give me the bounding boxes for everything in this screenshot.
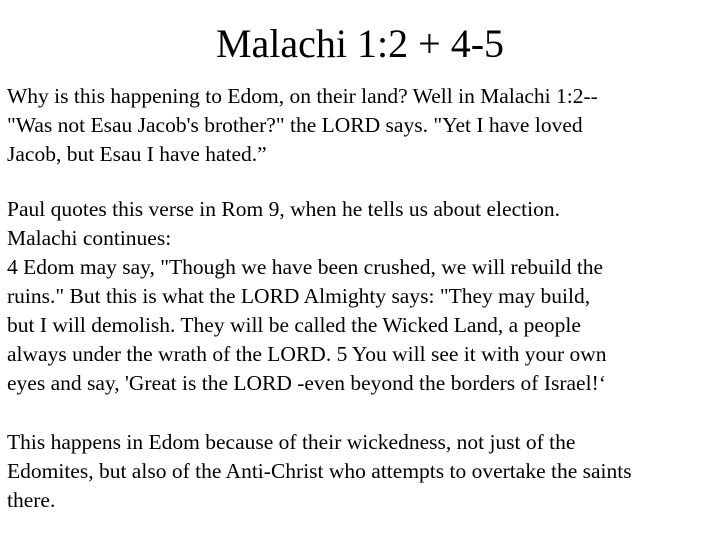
text-line: eyes and say, 'Great is the LORD -even beyond the borders of Israel!‘ bbox=[7, 371, 606, 395]
paragraph-spacer bbox=[7, 169, 715, 195]
text-line: 4 Edom may say, "Though we have been crushed, we will rebuild the bbox=[7, 255, 604, 279]
text-line: but I will demolish. They will be called the Wicked Land, a people bbox=[7, 313, 581, 337]
text-line: there. bbox=[7, 488, 56, 512]
text-line: Paul quotes this verse in Rom 9, when he tells us about election. bbox=[7, 197, 560, 221]
paragraph-spacer bbox=[7, 398, 715, 428]
text-line: always under the wrath of the LORD. 5 You will see it with your own bbox=[7, 342, 607, 366]
slide-body bbox=[7, 82, 715, 515]
paragraph-malachi-continues bbox=[7, 195, 715, 398]
text-line: Edomites, but also of the Anti-Christ who attempts to overtake the saints bbox=[7, 459, 632, 483]
paragraph-malachi-intro bbox=[7, 82, 715, 169]
text-line: Jacob, but Esau I have hated.” bbox=[7, 142, 267, 166]
text-line: Malachi continues: bbox=[7, 226, 172, 250]
text-line: Why is this happening to Edom, on their land? Well in Malachi 1:2-- bbox=[7, 84, 598, 108]
text-line: "Was not Esau Jacob's brother?" the LORD says. "Yet I have loved bbox=[7, 113, 583, 137]
text-line: ruins." But this is what the LORD Almighty says: "They may build, bbox=[7, 284, 591, 308]
slide-title: Malachi 1:2 + 4-5 bbox=[215, 21, 505, 66]
paragraph-edom-conclusion bbox=[7, 428, 715, 515]
text-line: This happens in Edom because of their wickedness, not just of the bbox=[7, 430, 576, 454]
